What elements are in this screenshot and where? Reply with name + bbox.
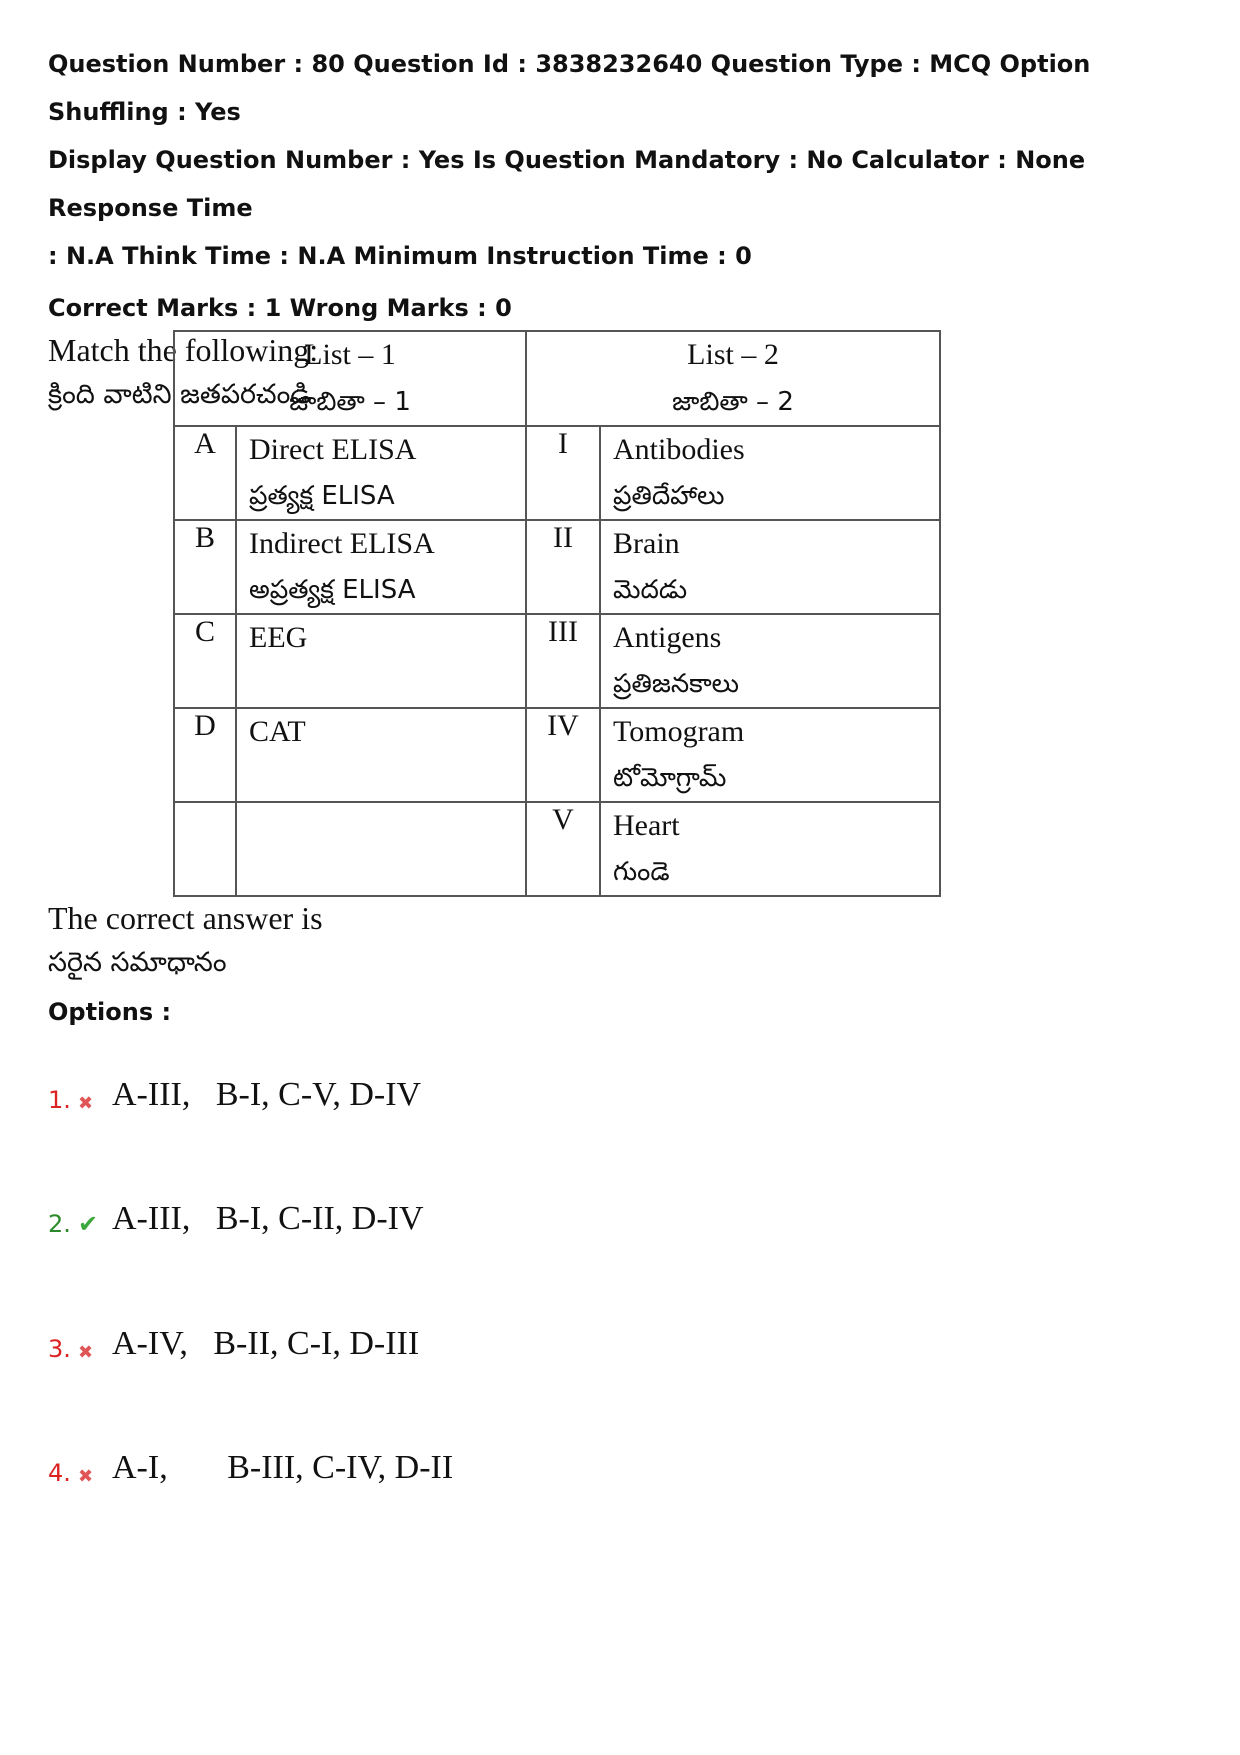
list1-item: [236, 614, 526, 708]
cross-icon: ✖: [78, 1093, 94, 1114]
list2-item-english: Antigens: [613, 621, 722, 654]
list1-item: [236, 426, 526, 520]
table-row: [174, 802, 940, 896]
list2-title-telugu: జాబితా – 2: [672, 387, 794, 417]
list1-key: [174, 802, 236, 896]
list2-item-telugu: మెదడు: [613, 575, 688, 605]
list1-title: List – 1: [304, 338, 396, 371]
table-row: [174, 708, 940, 802]
list2-key: V: [526, 802, 600, 896]
list2-item-english: Tomogram: [613, 715, 745, 748]
list2-item: [600, 708, 940, 802]
cross-icon: ✖: [78, 1466, 94, 1487]
match-table: [173, 330, 941, 897]
table-row: [174, 426, 940, 520]
list1-item-english: CAT: [249, 715, 306, 748]
list1-title-telugu: జాబితా – 1: [289, 387, 411, 417]
list1-key: A: [174, 426, 236, 520]
table-row: [174, 520, 940, 614]
table-row: [174, 614, 940, 708]
question-meta-line-1: Question Number : 80 Question Id : 3838232640 Question Type : MCQ Option Shuffling : Yes: [48, 50, 1091, 126]
option-text: A-I, B-III, C-IV, D-II: [112, 1449, 454, 1486]
list1-key: C: [174, 614, 236, 708]
list1-item: [236, 520, 526, 614]
list1-item: [236, 708, 526, 802]
list2-item-telugu: ప్రతిజనకాలు: [613, 669, 740, 699]
list1-item-english: Direct ELISA: [249, 433, 417, 466]
option-4[interactable]: [48, 1437, 453, 1487]
list1-header: [174, 331, 526, 426]
list2-key: I: [526, 426, 600, 520]
option-number: 1.: [48, 1086, 71, 1114]
list2-item-telugu: టోమోగ్రామ్: [613, 763, 727, 793]
list1-item: [236, 802, 526, 896]
list2-key: IV: [526, 708, 600, 802]
question-meta-line-3: : N.A Think Time : N.A Minimum Instruction Time : 0: [48, 242, 752, 270]
instruction-telugu: క్రింది వాటిని జతపరచండి: [48, 379, 311, 410]
option-1[interactable]: [48, 1064, 421, 1114]
list2-item: [600, 802, 940, 896]
list2-item: [600, 426, 940, 520]
list2-item: [600, 520, 940, 614]
answer-prompt-telugu: సరైన సమాధానం: [48, 947, 227, 978]
list2-key: III: [526, 614, 600, 708]
options-label: Options :: [48, 998, 172, 1026]
option-3[interactable]: [48, 1313, 419, 1363]
question-meta-line-2: Display Question Number : Yes Is Question Mandatory : No Calculator : None Response Time: [48, 146, 1086, 222]
list1-item-telugu: అప్రత్యక్ష ELISA: [249, 575, 416, 605]
option-text: A-IV, B-II, C-I, D-III: [112, 1325, 420, 1362]
table-header-row: [174, 331, 940, 426]
list2-item-english: Heart: [613, 809, 680, 842]
answer-prompt: [48, 894, 323, 986]
list1-key: D: [174, 708, 236, 802]
list1-item-telugu: ప్రత్యక్ష ELISA: [249, 481, 395, 511]
list2-item-telugu: ప్రతిదేహాలు: [613, 481, 725, 511]
list2-item-english: Antibodies: [613, 433, 745, 466]
list2-key: II: [526, 520, 600, 614]
cross-icon: ✖: [78, 1342, 94, 1363]
marks-info: Correct Marks : 1 Wrong Marks : 0: [48, 294, 512, 322]
list2-item-english: Brain: [613, 527, 680, 560]
list1-key: B: [174, 520, 236, 614]
option-number: 3.: [48, 1335, 71, 1363]
list2-header: [526, 331, 940, 426]
option-number: 2.: [48, 1210, 71, 1238]
answer-prompt-english: The correct answer is: [48, 900, 323, 936]
list1-item-english: EEG: [249, 621, 308, 654]
instruction-english: Match the following:: [48, 332, 319, 368]
option-2[interactable]: [48, 1188, 424, 1238]
list1-item-english: Indirect ELISA: [249, 527, 435, 560]
list2-item-telugu: గుండె: [613, 857, 670, 887]
option-number: 4.: [48, 1459, 71, 1487]
option-text: A-III, B-I, C-V, D-IV: [112, 1076, 422, 1113]
option-text: A-III, B-I, C-II, D-IV: [112, 1200, 424, 1237]
list2-title: List – 2: [687, 338, 779, 371]
check-icon: ✔: [78, 1210, 99, 1238]
list2-item: [600, 614, 940, 708]
